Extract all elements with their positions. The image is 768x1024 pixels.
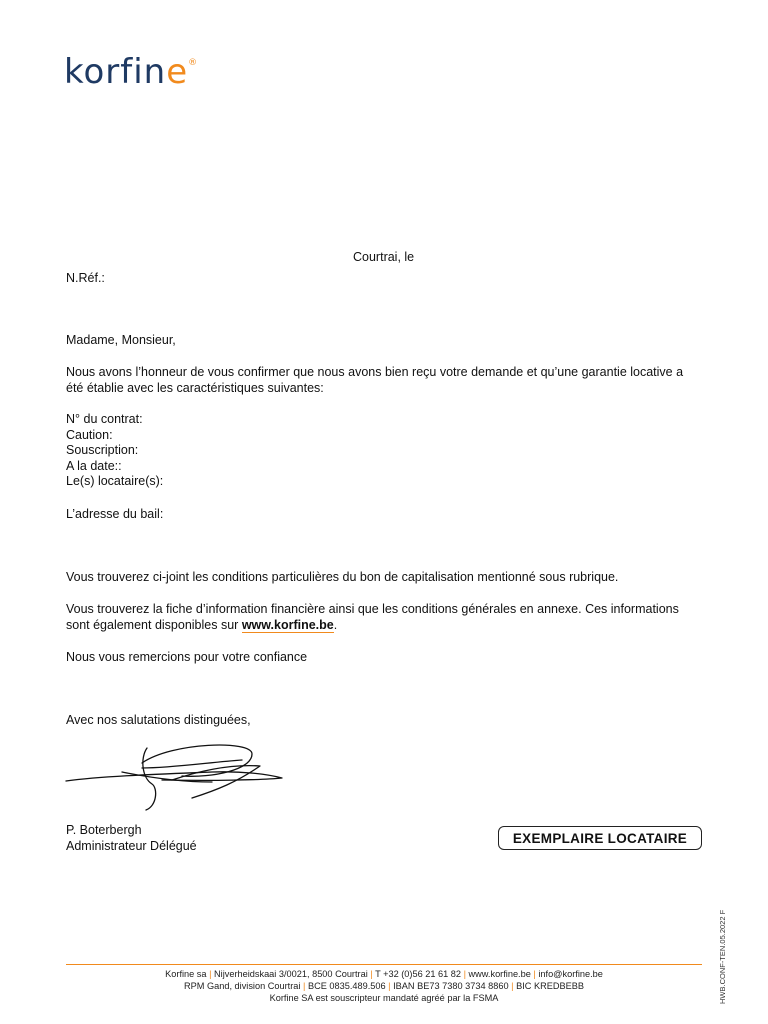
footer-website[interactable]: www.korfine.be bbox=[468, 969, 531, 979]
field-lease-address: L’adresse du bail: bbox=[66, 507, 164, 521]
info-paragraph bbox=[66, 602, 706, 633]
footer-bce: BCE 0835.489.506 bbox=[307, 981, 386, 991]
field-subscription: Souscription: bbox=[66, 443, 139, 457]
salutation: Madame, Monsieur, bbox=[66, 333, 176, 347]
closing-line: Avec nos salutations distinguées, bbox=[66, 713, 251, 727]
field-date: A la date:: bbox=[66, 458, 122, 473]
footer-company: Korfine sa bbox=[165, 969, 207, 979]
footer-phone: T +32 (0)56 21 61 82 bbox=[375, 969, 462, 979]
info-line-1: Vous trouverez la fiche d’information financière ainsi que les conditions générales en annexe. Ces informations bbox=[66, 602, 679, 616]
footer-bic: BIC KREDBEBB bbox=[516, 981, 584, 991]
intro-paragraph bbox=[66, 365, 706, 396]
footer-separator: | bbox=[388, 981, 391, 991]
footer-separator: | bbox=[302, 981, 306, 991]
footer-separator: | bbox=[209, 969, 212, 979]
stamp-label: EXEMPLAIRE LOCATAIRE bbox=[512, 830, 688, 846]
intro-line-2: été établie avec les caractéristiques suivantes: bbox=[66, 380, 324, 395]
document-code: HWB.CONF-TEN.05.2022 F bbox=[718, 909, 727, 1004]
footer-separator: | bbox=[511, 981, 514, 991]
footer-separator: | bbox=[463, 969, 466, 979]
signatory-name: P. Boterbergh bbox=[66, 823, 142, 837]
footer-line-3: Korfine SA est souscripteur mandaté agréé par la FSMA bbox=[269, 993, 499, 1003]
logo-registered-mark: ® bbox=[188, 58, 199, 68]
logo-accent-letter: e bbox=[166, 52, 189, 92]
info-line-2-end: . bbox=[333, 617, 338, 632]
intro-line-1: Nous avons l’honneur de vous confirmer que nous avons bien reçu votre demande et qu’une garantie locative a bbox=[66, 365, 684, 379]
info-line-2-text: sont également disponibles sur bbox=[66, 617, 242, 632]
reference: N.Réf.: bbox=[66, 271, 105, 285]
field-contract-no: N° du contrat: bbox=[66, 412, 143, 426]
footer-address: Nijverheidskaai 3/0021, 8500 Courtrai bbox=[214, 969, 368, 979]
footer-line-2 bbox=[66, 980, 702, 992]
conditions-paragraph: Vous trouverez ci-joint les conditions particulières du bon de capitalisation mentionné sous rubrique. bbox=[66, 570, 619, 584]
logo-text: korfin bbox=[64, 52, 167, 92]
footer-separator: | bbox=[370, 969, 373, 979]
footer-email[interactable]: info@korfine.be bbox=[538, 969, 603, 979]
field-tenants: Le(s) locataire(s): bbox=[66, 474, 164, 488]
thanks-line: Nous vous remercions pour votre confiance bbox=[66, 650, 308, 664]
field-deposit: Caution: bbox=[66, 427, 113, 442]
website-link[interactable]: www.korfine.be bbox=[241, 617, 334, 632]
info-line-2 bbox=[66, 618, 706, 634]
footer-iban: IBAN BE73 7380 3734 8860 bbox=[393, 981, 509, 991]
place-date: Courtrai, le bbox=[353, 250, 415, 264]
footer-separator: | bbox=[533, 969, 536, 979]
footer-line-1 bbox=[66, 968, 702, 980]
signature-icon bbox=[62, 738, 290, 818]
footer-rpm: RPM Gand, division Courtrai bbox=[184, 981, 301, 991]
footer-rule bbox=[66, 964, 702, 965]
signatory-title: Administrateur Délégué bbox=[66, 839, 197, 853]
korfine-logo bbox=[64, 52, 198, 92]
copy-type-stamp bbox=[498, 826, 702, 850]
contract-fields bbox=[66, 412, 706, 490]
